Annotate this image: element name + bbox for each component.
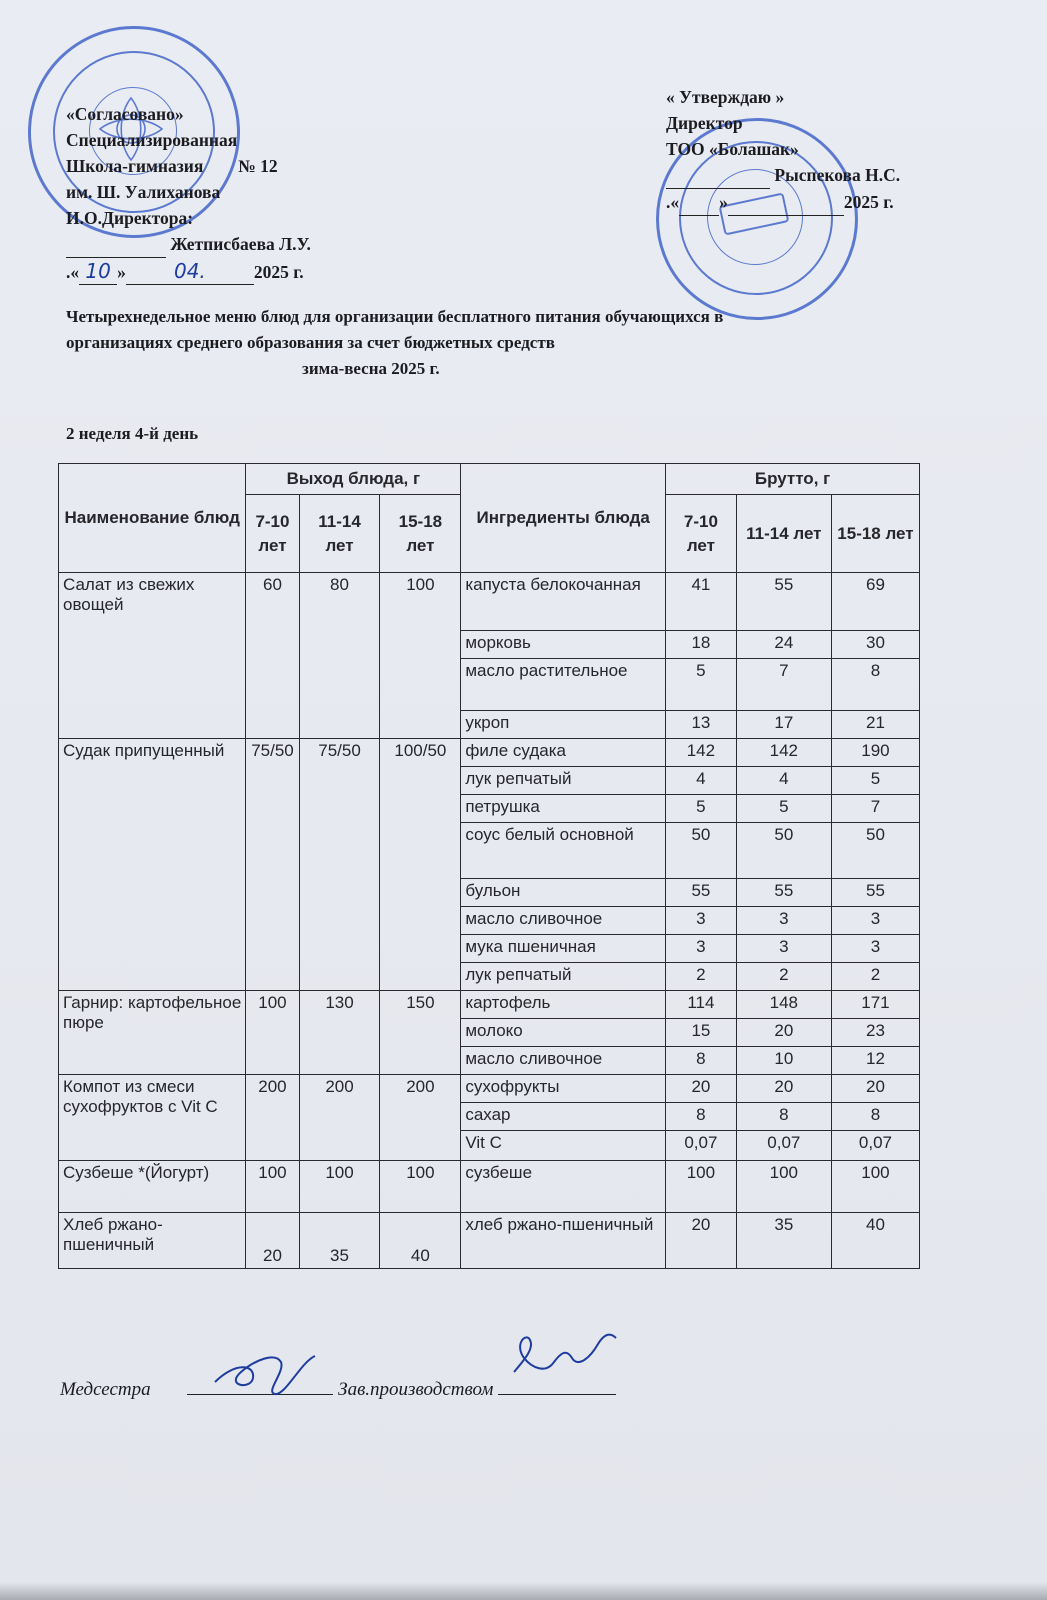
left-date-line: .« 10 » 04. 2025 г. bbox=[66, 259, 304, 283]
brutto-value: 100 bbox=[666, 1161, 737, 1213]
ingredient-name: соус белый основной bbox=[461, 823, 666, 879]
dish-output-value: 60 bbox=[246, 573, 299, 739]
brutto-value: 148 bbox=[736, 991, 831, 1019]
school-name-line bbox=[66, 153, 311, 179]
left-signature-line bbox=[66, 231, 311, 258]
dish-output-value: 100 bbox=[380, 573, 461, 739]
manager-label: Зав.производством bbox=[338, 1379, 494, 1400]
title-line-2: организациях среднего образования за счет бюджетных средств bbox=[66, 333, 555, 352]
output-age-11-14: 11-14 лет bbox=[299, 495, 380, 573]
brutto-value: 35 bbox=[736, 1213, 831, 1269]
table-row bbox=[59, 1161, 920, 1213]
brutto-value: 2 bbox=[666, 963, 737, 991]
brutto-value: 23 bbox=[831, 1019, 919, 1047]
left-date-month: 04. bbox=[126, 258, 254, 285]
brutto-value: 10 bbox=[736, 1047, 831, 1075]
ingredient-name: укроп bbox=[461, 711, 666, 739]
dish-output-value: 20 bbox=[246, 1213, 299, 1269]
brutto-value: 190 bbox=[831, 739, 919, 767]
ingredient-name: молоко bbox=[461, 1019, 666, 1047]
brutto-value: 4 bbox=[736, 767, 831, 795]
ingredient-name: Vit C bbox=[461, 1131, 666, 1161]
ingredient-name: лук репчатый bbox=[461, 767, 666, 795]
ingredient-name: масло растительное bbox=[461, 659, 666, 711]
school-number: № 12 bbox=[238, 156, 278, 176]
brutto-value: 17 bbox=[736, 711, 831, 739]
ingredient-name: бульон bbox=[461, 879, 666, 907]
brutto-value: 100 bbox=[831, 1161, 919, 1213]
right-date-month-blank bbox=[728, 189, 844, 216]
brutto-age-11-14: 11-14 лет bbox=[736, 495, 831, 573]
brutto-value: 3 bbox=[736, 907, 831, 935]
brutto-value: 0,07 bbox=[736, 1131, 831, 1161]
ingredient-name: филе судака bbox=[461, 739, 666, 767]
right-date-line: .« » 2025 г. bbox=[666, 189, 900, 216]
brutto-value: 18 bbox=[666, 631, 737, 659]
menu-table bbox=[58, 463, 920, 1269]
left-date-day: 10 bbox=[79, 258, 117, 285]
school-name: Школа-гимназия bbox=[66, 156, 204, 176]
output-age-15-18: 15-18 лет bbox=[380, 495, 461, 573]
ingredient-name: мука пшеничная bbox=[461, 935, 666, 963]
nurse-label: Медсестра bbox=[60, 1379, 151, 1400]
right-signature-line bbox=[666, 162, 900, 189]
dish-output-value: 80 bbox=[299, 573, 380, 739]
brutto-value: 50 bbox=[666, 823, 737, 879]
brutto-value: 20 bbox=[736, 1019, 831, 1047]
brutto-value: 20 bbox=[666, 1075, 737, 1103]
brutto-value: 20 bbox=[666, 1213, 737, 1269]
company-name: ТОО «Болашак» bbox=[666, 139, 799, 159]
brutto-value: 3 bbox=[831, 907, 919, 935]
dish-name: Компот из смеси сухофруктов с Vit C bbox=[59, 1075, 246, 1161]
dish-output-value: 75/50 bbox=[246, 739, 299, 991]
brutto-value: 50 bbox=[736, 823, 831, 879]
dish-output-value: 200 bbox=[299, 1075, 380, 1161]
brutto-value: 40 bbox=[831, 1213, 919, 1269]
table-row bbox=[59, 573, 920, 631]
brutto-value: 3 bbox=[666, 935, 737, 963]
brutto-value: 69 bbox=[831, 573, 919, 631]
col-ingredients: Ингредиенты блюда bbox=[461, 464, 666, 573]
brutto-value: 13 bbox=[666, 711, 737, 739]
nurse-signature-scribble-icon bbox=[205, 1342, 325, 1402]
brutto-value: 3 bbox=[736, 935, 831, 963]
dish-output-value: 200 bbox=[246, 1075, 299, 1161]
ingredient-name: морковь bbox=[461, 631, 666, 659]
brutto-value: 4 bbox=[666, 767, 737, 795]
dish-name: Судак припущенный bbox=[59, 739, 246, 991]
brutto-value: 55 bbox=[736, 879, 831, 907]
dish-output-value: 100/50 bbox=[380, 739, 461, 991]
director-label: Директор bbox=[666, 113, 743, 133]
brutto-value: 55 bbox=[666, 879, 737, 907]
right-date-year: 2025 г. bbox=[843, 192, 894, 212]
dish-name: Салат из свежих овощей bbox=[59, 573, 246, 739]
left-signer-name: Жетписбаева Л.У. bbox=[170, 234, 311, 254]
ingredient-name: хлеб ржано-пшеничный bbox=[461, 1213, 666, 1269]
brutto-value: 3 bbox=[831, 935, 919, 963]
brutto-value: 8 bbox=[736, 1103, 831, 1131]
table-header-row bbox=[59, 464, 920, 495]
dish-name: Гарнир: картофельное пюре bbox=[59, 991, 246, 1075]
brutto-value: 55 bbox=[736, 573, 831, 631]
ingredient-name: картофель bbox=[461, 991, 666, 1019]
ingredient-name: петрушка bbox=[461, 795, 666, 823]
dish-output-value: 200 bbox=[380, 1075, 461, 1161]
brutto-value: 0,07 bbox=[831, 1131, 919, 1161]
brutto-age-15-18: 15-18 лет bbox=[831, 495, 919, 573]
menu-table-body bbox=[59, 573, 920, 1269]
brutto-value: 50 bbox=[831, 823, 919, 879]
ingredient-name: масло сливочное bbox=[461, 1047, 666, 1075]
dish-name: Сузбеше *(Йогурт) bbox=[59, 1161, 246, 1213]
brutto-value: 5 bbox=[666, 659, 737, 711]
brutto-value: 114 bbox=[666, 991, 737, 1019]
brutto-value: 7 bbox=[736, 659, 831, 711]
dish-output-value: 40 bbox=[380, 1213, 461, 1269]
ingredient-name: лук репчатый bbox=[461, 963, 666, 991]
school-named-after: им. Ш. Уалиханова bbox=[66, 182, 221, 202]
table-row bbox=[59, 991, 920, 1019]
table-row bbox=[59, 1213, 920, 1269]
agreed-block bbox=[66, 101, 311, 285]
title-line-1: Четырехнедельное меню блюд для организации бесплатного питания обучающихся в bbox=[66, 307, 724, 326]
brutto-value: 24 bbox=[736, 631, 831, 659]
approved-block bbox=[666, 84, 900, 216]
ingredient-name: масло сливочное bbox=[461, 907, 666, 935]
agreed-heading: «Согласовано» bbox=[66, 104, 184, 124]
nurse-signature bbox=[187, 1376, 333, 1395]
manager-signature-scribble-icon bbox=[506, 1328, 626, 1398]
dish-output-value: 100 bbox=[246, 1161, 299, 1213]
brutto-value: 30 bbox=[831, 631, 919, 659]
right-date-day-blank bbox=[679, 189, 719, 216]
brutto-value: 15 bbox=[666, 1019, 737, 1047]
brutto-value: 41 bbox=[666, 573, 737, 631]
brutto-value: 20 bbox=[736, 1075, 831, 1103]
brutto-value: 7 bbox=[831, 795, 919, 823]
left-date-year: 2025 г. bbox=[253, 262, 304, 282]
approved-heading: « Утверждаю » bbox=[666, 87, 785, 107]
ingredient-name: сахар bbox=[461, 1103, 666, 1131]
page-bottom-shadow bbox=[0, 1582, 1047, 1600]
col-dish-output: Выход блюда, г bbox=[246, 464, 461, 495]
brutto-value: 8 bbox=[666, 1047, 737, 1075]
brutto-value: 142 bbox=[666, 739, 737, 767]
school-type: Специализированная bbox=[66, 130, 238, 150]
brutto-value: 100 bbox=[736, 1161, 831, 1213]
dish-output-value: 75/50 bbox=[299, 739, 380, 991]
manager-signature bbox=[498, 1376, 616, 1395]
document-title bbox=[66, 304, 946, 382]
brutto-value: 142 bbox=[736, 739, 831, 767]
title-line-3: зима-весна 2025 г. bbox=[302, 359, 440, 378]
brutto-value: 2 bbox=[736, 963, 831, 991]
brutto-value: 12 bbox=[831, 1047, 919, 1075]
dish-output-value: 100 bbox=[380, 1161, 461, 1213]
right-signer-name: Рыспекова Н.С. bbox=[774, 165, 901, 185]
ingredient-name: сузбеше bbox=[461, 1161, 666, 1213]
brutto-value: 5 bbox=[666, 795, 737, 823]
brutto-value: 5 bbox=[831, 767, 919, 795]
dish-output-value: 130 bbox=[299, 991, 380, 1075]
brutto-value: 55 bbox=[831, 879, 919, 907]
ingredient-name: капуста белокочанная bbox=[461, 573, 666, 631]
right-signature-blank bbox=[666, 162, 770, 189]
dish-output-value: 150 bbox=[380, 991, 461, 1075]
table-row bbox=[59, 739, 920, 767]
footer-signatures bbox=[60, 1376, 616, 1401]
dish-output-value: 35 bbox=[299, 1213, 380, 1269]
ingredient-name: сухофрукты bbox=[461, 1075, 666, 1103]
brutto-age-7-10: 7-10 лет bbox=[666, 495, 737, 573]
brutto-value: 3 bbox=[666, 907, 737, 935]
brutto-value: 0,07 bbox=[666, 1131, 737, 1161]
table-row bbox=[59, 1075, 920, 1103]
brutto-value: 8 bbox=[831, 659, 919, 711]
brutto-value: 21 bbox=[831, 711, 919, 739]
dish-output-value: 100 bbox=[299, 1161, 380, 1213]
output-age-7-10: 7-10 лет bbox=[246, 495, 299, 573]
brutto-value: 2 bbox=[831, 963, 919, 991]
week-day-label: 2 неделя 4-й день bbox=[66, 424, 199, 443]
brutto-value: 5 bbox=[736, 795, 831, 823]
brutto-value: 20 bbox=[831, 1075, 919, 1103]
brutto-value: 8 bbox=[831, 1103, 919, 1131]
brutto-value: 171 bbox=[831, 991, 919, 1019]
brutto-value: 8 bbox=[666, 1103, 737, 1131]
left-signature-blank bbox=[66, 231, 166, 258]
col-brutto: Брутто, г bbox=[666, 464, 920, 495]
dish-name: Хлеб ржано-пшеничный bbox=[59, 1213, 246, 1269]
acting-director-label: И.О.Директора: bbox=[66, 208, 194, 228]
col-dish-name: Наименование блюд bbox=[59, 464, 246, 573]
dish-output-value: 100 bbox=[246, 991, 299, 1075]
